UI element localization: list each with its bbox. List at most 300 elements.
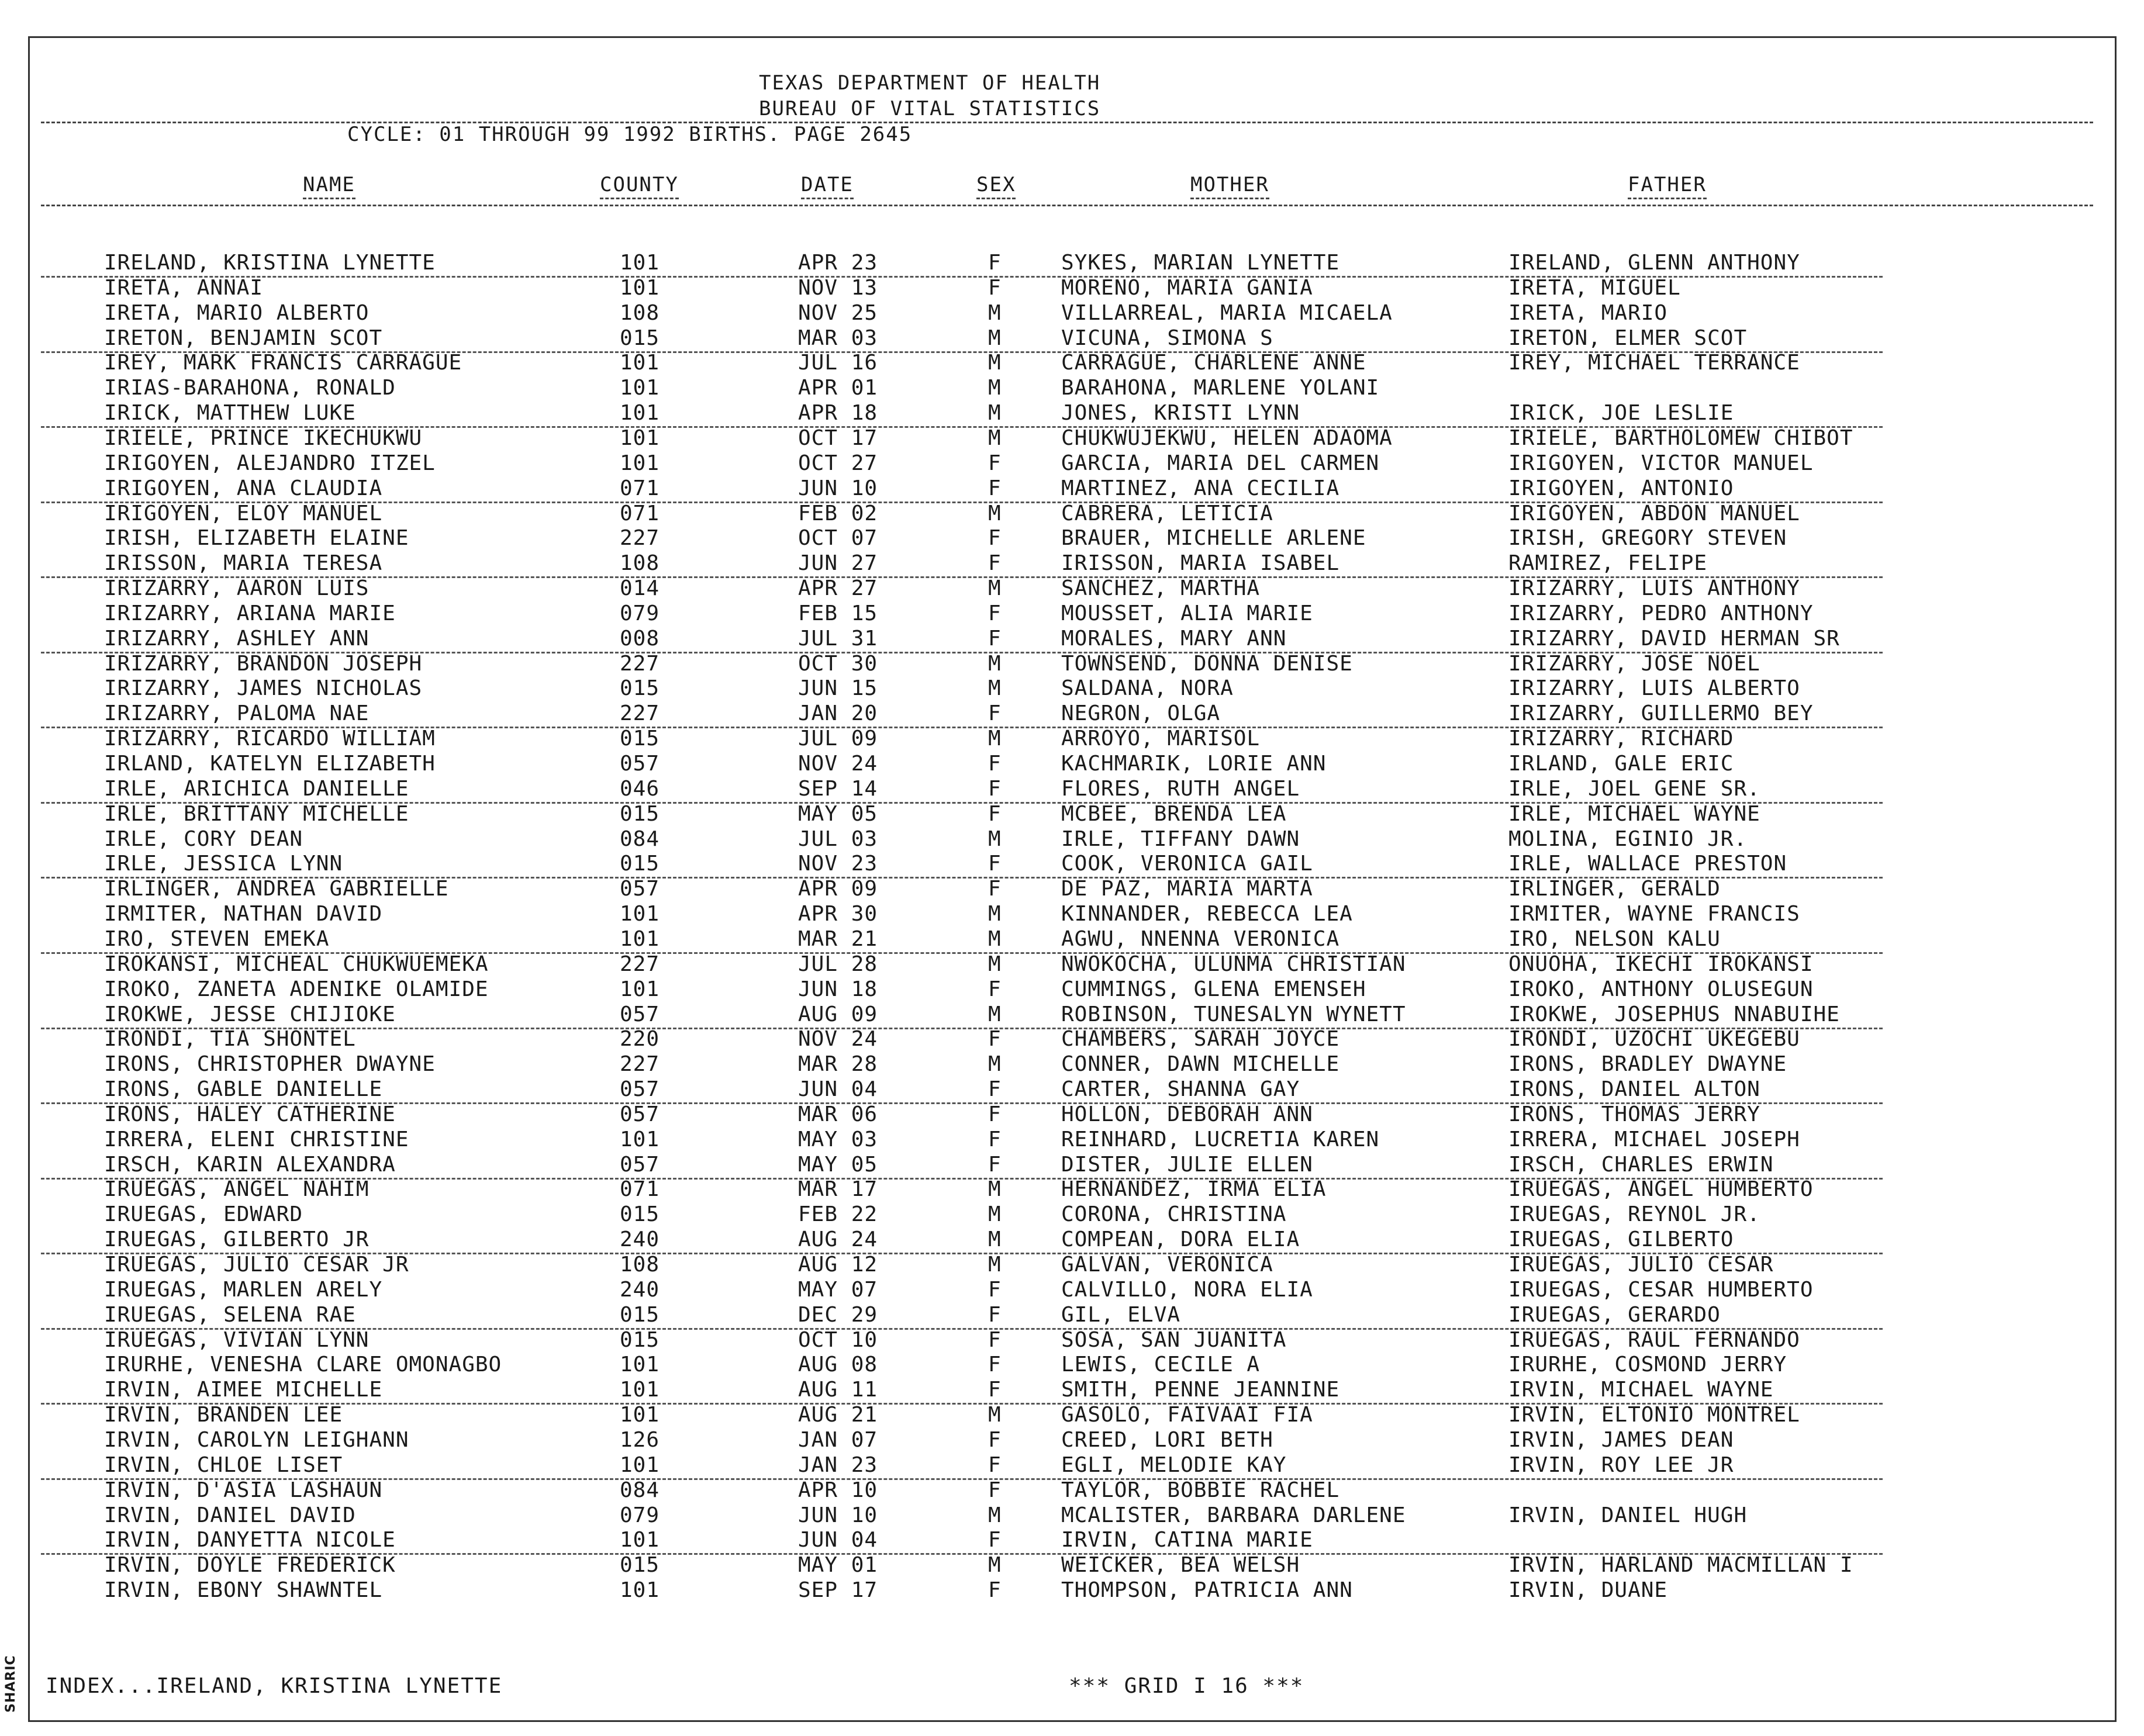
record-county: 084 [620, 826, 660, 851]
record-date: SEP 14 [798, 776, 878, 801]
record-sex: M [988, 902, 1002, 926]
record-father: IRIZARRY, LUIS ALBERTO [1508, 676, 1800, 701]
col-header-county-text: COUNTY [600, 173, 679, 199]
record-name: IRUEGAS, ANGEL NAHIM [104, 1177, 370, 1202]
record-date: FEB 15 [798, 601, 878, 625]
record-father: IRETA, MIGUEL [1508, 275, 1681, 300]
footer-index: INDEX...IRELAND, KRISTINA LYNETTE [46, 1674, 503, 1698]
record-sex: M [988, 426, 1002, 450]
record-county: 101 [620, 977, 660, 1001]
record-row [0, 452, 2144, 476]
record-mother: CHAMBERS, SARAH JOYCE [1061, 1027, 1340, 1052]
record-mother: CHUKWUJEKWU, HELEN ADAOMA [1061, 426, 1393, 450]
record-date: AUG 21 [798, 1403, 878, 1427]
col-header-county [600, 173, 679, 196]
record-row [0, 327, 2144, 351]
record-father: IRLINGER, GERALD [1508, 877, 1721, 901]
record-county: 101 [620, 401, 660, 426]
record-name: IROKANSI, MICHEAL CHUKWUEMEKA [104, 952, 489, 976]
record-mother: VILLARREAL, MARIA MICAELA [1061, 300, 1393, 325]
record-mother: DISTER, JULIE ELLEN [1061, 1152, 1313, 1177]
record-row [0, 902, 2144, 927]
record-name: IRIZARRY, ARIANA MARIE [104, 601, 396, 625]
record-sex: M [988, 1227, 1002, 1252]
record-name: IRURHE, VENESHA CLARE OMONAGBO [104, 1353, 502, 1377]
record-county: 057 [620, 1002, 660, 1026]
record-sex: F [988, 801, 1002, 826]
record-row [0, 953, 2144, 977]
record-row [0, 677, 2144, 701]
record-mother: BRAUER, MICHELLE ARLENE [1061, 526, 1366, 551]
record-name: IRSCH, KARIN ALEXANDRA [104, 1152, 396, 1177]
record-sex: F [988, 626, 1002, 651]
record-date: APR 18 [798, 401, 878, 426]
record-mother: ROBINSON, TUNESALYN WYNETT [1061, 1002, 1406, 1026]
record-mother: COOK, VERONICA GAIL [1061, 852, 1313, 876]
record-date: AUG 08 [798, 1353, 878, 1377]
record-mother: KACHMARIK, LORIE ANN [1061, 752, 1327, 776]
record-row [0, 276, 2144, 301]
record-county: 008 [620, 626, 660, 651]
record-father: IRETON, ELMER SCOT [1508, 326, 1748, 350]
record-father: IRIGOYEN, VICTOR MANUEL [1508, 451, 1814, 475]
record-father: IRVIN, HARLAND MACMILLAN I [1508, 1553, 1853, 1578]
record-name: IRONS, HALEY CATHERINE [104, 1102, 396, 1126]
record-sex: F [988, 977, 1002, 1001]
record-sex: F [988, 601, 1002, 625]
record-county: 046 [620, 776, 660, 801]
record-sex: F [988, 1152, 1002, 1177]
record-father: IRVIN, DANIEL HUGH [1508, 1503, 1748, 1527]
record-mother: CARRAGUE, CHARLENE ANNE [1061, 351, 1366, 375]
record-name: IRICK, MATTHEW LUKE [104, 401, 356, 426]
record-date: APR 10 [798, 1478, 878, 1502]
record-county: 071 [620, 1177, 660, 1202]
record-date: JAN 23 [798, 1453, 878, 1477]
record-mother: EGLI, MELODIE KAY [1061, 1453, 1287, 1477]
record-row [0, 1353, 2144, 1378]
record-mother: SANCHEZ, MARTHA [1061, 576, 1261, 601]
record-row [0, 502, 2144, 527]
record-father: IRUEGAS, CESAR HUMBERTO [1508, 1277, 1814, 1302]
record-date: APR 23 [798, 251, 878, 275]
record-father: IRUEGAS, JULIO CESAR [1508, 1253, 1774, 1277]
record-county: 057 [620, 1077, 660, 1102]
record-county: 101 [620, 926, 660, 951]
record-mother: IRVIN, CATINA MARIE [1061, 1528, 1313, 1552]
record-county: 014 [620, 576, 660, 601]
record-sex: F [988, 776, 1002, 801]
record-father: IROKWE, JOSEPHUS NNABUIHE [1508, 1002, 1840, 1026]
record-county: 220 [620, 1027, 660, 1052]
record-county: 240 [620, 1227, 660, 1252]
col-header-sex-text: SEX [976, 173, 1016, 199]
record-date: APR 09 [798, 877, 878, 901]
record-row [0, 1053, 2144, 1077]
header-subtitle: BUREAU OF VITAL STATISTICS [759, 97, 1101, 120]
record-father: IRUEGAS, RAUL FERNANDO [1508, 1327, 1800, 1352]
record-sex: F [988, 526, 1002, 551]
record-mother: NEGRON, OLGA [1061, 701, 1221, 726]
record-sex: M [988, 952, 1002, 976]
record-date: MAY 05 [798, 1152, 878, 1177]
record-sex: F [988, 451, 1002, 475]
record-mother: CREED, LORI BETH [1061, 1427, 1273, 1452]
record-name: IRUEGAS, EDWARD [104, 1202, 303, 1227]
record-name: IRIELE, PRINCE IKECHUKWU [104, 426, 423, 450]
record-row [0, 752, 2144, 777]
record-sex: F [988, 877, 1002, 901]
col-header-name [303, 173, 355, 196]
record-father: IRURHE, COSMOND JERRY [1508, 1353, 1787, 1377]
record-county: 101 [620, 1353, 660, 1377]
record-mother: LEWIS, CECILE A [1061, 1353, 1261, 1377]
record-date: OCT 17 [798, 426, 878, 450]
record-name: IRVIN, CHLOE LISET [104, 1453, 343, 1477]
record-sex: F [988, 701, 1002, 726]
record-sex: M [988, 1177, 1002, 1202]
record-father: IRIELE, BARTHOLOMEW CHIBOT [1508, 426, 1853, 450]
record-row [0, 877, 2144, 902]
record-county: 057 [620, 1102, 660, 1126]
record-father: IRELAND, GLENN ANTHONY [1508, 251, 1800, 275]
record-row [0, 1454, 2144, 1478]
record-name: IRISH, ELIZABETH ELAINE [104, 526, 409, 551]
record-name: IRUEGAS, GILBERTO JR [104, 1227, 370, 1252]
record-sex: F [988, 1027, 1002, 1052]
record-sex: F [988, 275, 1002, 300]
record-date: MAY 07 [798, 1277, 878, 1302]
record-name: IRETA, MARIO ALBERTO [104, 300, 370, 325]
record-row [0, 1403, 2144, 1428]
record-sex: F [988, 1578, 1002, 1603]
record-father: IRUEGAS, GILBERTO [1508, 1227, 1734, 1252]
record-date: JAN 20 [798, 701, 878, 726]
record-date: APR 27 [798, 576, 878, 601]
record-father: IRUEGAS, GERARDO [1508, 1302, 1721, 1327]
record-father: MOLINA, EGINIO JR. [1508, 826, 1748, 851]
record-father: IRIZARRY, PEDRO ANTHONY [1508, 601, 1814, 625]
record-name: IRETA, ANNAI [104, 275, 264, 300]
record-mother: IRLE, TIFFANY DAWN [1061, 826, 1300, 851]
record-name: IRVIN, D'ASIA LASHAUN [104, 1478, 383, 1502]
record-sex: F [988, 551, 1002, 576]
record-date: DEC 29 [798, 1302, 878, 1327]
record-date: JUN 04 [798, 1528, 878, 1552]
record-name: IROKO, ZANETA ADENIKE OLAMIDE [104, 977, 489, 1001]
record-mother: KINNANDER, REBECCA LEA [1061, 902, 1353, 926]
record-sex: M [988, 576, 1002, 601]
record-name: IRLE, ARICHICA DANIELLE [104, 776, 409, 801]
record-row [0, 1579, 2144, 1603]
record-name: IRVIN, CAROLYN LEIGHANN [104, 1427, 409, 1452]
record-row [0, 1528, 2144, 1553]
record-father: IREY, MICHAEL TERRANCE [1508, 351, 1800, 375]
record-father: IRVIN, MICHAEL WAYNE [1508, 1378, 1774, 1402]
record-name: IRLE, CORY DEAN [104, 826, 303, 851]
record-father: IRONS, THOMAS JERRY [1508, 1102, 1760, 1126]
record-county: 227 [620, 952, 660, 976]
record-sex: F [988, 1453, 1002, 1477]
record-date: NOV 13 [798, 275, 878, 300]
record-name: IRIGOYEN, ANA CLAUDIA [104, 476, 383, 500]
record-name: IRLAND, KATELYN ELIZABETH [104, 752, 436, 776]
record-father: IRLE, JOEL GENE SR. [1508, 776, 1760, 801]
record-mother: MCBEE, BRENDA LEA [1061, 801, 1287, 826]
record-father: IRIGOYEN, ABDON MANUEL [1508, 501, 1800, 525]
record-sex: M [988, 727, 1002, 751]
record-row [0, 1378, 2144, 1403]
record-name: IRUEGAS, JULIO CESAR JR [104, 1253, 409, 1277]
record-mother: REINHARD, LUCRETIA KAREN [1061, 1127, 1380, 1151]
record-father: IRONS, DANIEL ALTON [1508, 1077, 1760, 1102]
record-row [0, 1003, 2144, 1028]
record-sex: M [988, 1403, 1002, 1427]
record-county: 101 [620, 1528, 660, 1552]
record-sex: M [988, 1002, 1002, 1026]
record-father: IRVIN, JAMES DEAN [1508, 1427, 1734, 1452]
record-date: MAY 01 [798, 1553, 878, 1578]
record-sex: F [988, 1302, 1002, 1327]
record-date: JUN 27 [798, 551, 878, 576]
record-mother: COMPEAN, DORA ELIA [1061, 1227, 1300, 1252]
record-county: 101 [620, 1403, 660, 1427]
record-date: MAR 03 [798, 326, 878, 350]
record-date: MAY 03 [798, 1127, 878, 1151]
record-name: IRO, STEVEN EMEKA [104, 926, 330, 951]
record-county: 015 [620, 727, 660, 751]
record-date: JUN 18 [798, 977, 878, 1001]
record-county: 101 [620, 251, 660, 275]
record-mother: MOUSSET, ALIA MARIE [1061, 601, 1313, 625]
record-county: 057 [620, 877, 660, 901]
record-name: IREY, MARK FRANCIS CARRAGUE [104, 351, 462, 375]
record-name: IRIZARRY, ASHLEY ANN [104, 626, 370, 651]
record-county: 101 [620, 426, 660, 450]
record-date: NOV 25 [798, 300, 878, 325]
col-header-mother [1190, 173, 1269, 196]
record-name: IRVIN, DOYLE FREDERICK [104, 1553, 396, 1578]
record-mother: GALVAN, VERONICA [1061, 1253, 1273, 1277]
record-mother: HERNANDEZ, IRMA ELIA [1061, 1177, 1327, 1202]
record-county: 015 [620, 1553, 660, 1578]
record-name: IRUEGAS, SELENA RAE [104, 1302, 356, 1327]
record-father: IRO, NELSON KALU [1508, 926, 1721, 951]
record-mother: JONES, KRISTI LYNN [1061, 401, 1300, 426]
record-sex: F [988, 1327, 1002, 1352]
record-mother: CALVILLO, NORA ELIA [1061, 1277, 1313, 1302]
record-sex: F [988, 1277, 1002, 1302]
record-row [0, 1329, 2144, 1353]
record-county: 101 [620, 1378, 660, 1402]
record-row [0, 1554, 2144, 1578]
record-date: MAR 17 [798, 1177, 878, 1202]
record-father: IRONS, BRADLEY DWAYNE [1508, 1052, 1787, 1077]
record-row [0, 1178, 2144, 1202]
record-mother: SOSA, SAN JUANITA [1061, 1327, 1287, 1352]
record-county: 227 [620, 651, 660, 676]
record-row [0, 702, 2144, 727]
record-name: IRVIN, BRANDEN LEE [104, 1403, 343, 1427]
record-date: JUN 10 [798, 476, 878, 500]
record-father: RAMIREZ, FELIPE [1508, 551, 1708, 576]
record-father: IRIZARRY, GUILLERMO BEY [1508, 701, 1814, 726]
record-mother: CABRERA, LETICIA [1061, 501, 1273, 525]
record-row [0, 251, 2144, 276]
record-row [0, 978, 2144, 1002]
record-date: JUN 04 [798, 1077, 878, 1102]
record-sex: M [988, 401, 1002, 426]
column-header-rule [41, 205, 2093, 206]
record-father: IRIZARRY, LUIS ANTHONY [1508, 576, 1800, 601]
record-father: IRSCH, CHARLES ERWIN [1508, 1152, 1774, 1177]
record-father: IRVIN, ROY LEE JR [1508, 1453, 1734, 1477]
record-county: 101 [620, 902, 660, 926]
record-mother: CORONA, CHRISTINA [1061, 1202, 1287, 1227]
record-mother: VICUNA, SIMONA S [1061, 326, 1273, 350]
col-header-sex [976, 173, 1016, 196]
record-sex: M [988, 376, 1002, 400]
record-sex: F [988, 1378, 1002, 1402]
record-father: IRRERA, MICHAEL JOSEPH [1508, 1127, 1800, 1151]
record-row [0, 1303, 2144, 1328]
record-name: IRRERA, ELENI CHRISTINE [104, 1127, 409, 1151]
record-name: IRLE, BRITTANY MICHELLE [104, 801, 409, 826]
record-date: OCT 30 [798, 651, 878, 676]
record-father: IRIGOYEN, ANTONIO [1508, 476, 1734, 500]
record-date: MAR 21 [798, 926, 878, 951]
record-date: FEB 02 [798, 501, 878, 525]
record-date: OCT 27 [798, 451, 878, 475]
record-sex: F [988, 1528, 1002, 1552]
record-date: AUG 24 [798, 1227, 878, 1252]
record-date: SEP 17 [798, 1578, 878, 1603]
record-row [0, 627, 2144, 652]
record-mother: MARTINEZ, ANA CECILIA [1061, 476, 1340, 500]
record-date: APR 01 [798, 376, 878, 400]
record-name: IRONDI, TIA SHONTEL [104, 1027, 356, 1052]
record-date: AUG 12 [798, 1253, 878, 1277]
record-row [0, 777, 2144, 802]
record-name: IRONS, GABLE DANIELLE [104, 1077, 383, 1102]
record-county: 108 [620, 1253, 660, 1277]
record-county: 101 [620, 451, 660, 475]
record-father: IRISH, GREGORY STEVEN [1508, 526, 1787, 551]
record-date: JUL 03 [798, 826, 878, 851]
record-row [0, 527, 2144, 551]
record-date: NOV 24 [798, 1027, 878, 1052]
header-title: TEXAS DEPARTMENT OF HEALTH [759, 71, 1101, 95]
record-mother: SYKES, MARIAN LYNETTE [1061, 251, 1340, 275]
record-row [0, 552, 2144, 576]
record-date: JUN 15 [798, 676, 878, 701]
record-name: IRISSON, MARIA TERESA [104, 551, 383, 576]
record-name: IRIGOYEN, ELOY MANUEL [104, 501, 383, 525]
record-name: IRIGOYEN, ALEJANDRO ITZEL [104, 451, 436, 475]
record-row [0, 1203, 2144, 1227]
record-county: 101 [620, 1127, 660, 1151]
record-name: IRVIN, DANYETTA NICOLE [104, 1528, 396, 1552]
side-label-text: SHARIC [4, 1655, 18, 1713]
record-father: IRLE, MICHAEL WAYNE [1508, 801, 1760, 826]
record-row [0, 1228, 2144, 1253]
record-mother: SALDANA, NORA [1061, 676, 1234, 701]
record-sex: M [988, 1253, 1002, 1277]
record-name: IRUEGAS, VIVIAN LYNN [104, 1327, 370, 1352]
record-county: 079 [620, 1503, 660, 1527]
record-name: IRVIN, EBONY SHAWNTEL [104, 1578, 383, 1603]
record-date: JUL 28 [798, 952, 878, 976]
record-father: IRIZARRY, JOSE NOEL [1508, 651, 1760, 676]
record-mother: CUMMINGS, GLENA EMENSEH [1061, 977, 1366, 1001]
record-sex: M [988, 351, 1002, 375]
record-date: MAR 06 [798, 1102, 878, 1126]
record-mother: WEICKER, BEA WELSH [1061, 1553, 1300, 1578]
record-row [0, 1078, 2144, 1102]
record-row [0, 402, 2144, 426]
col-header-mother-text: MOTHER [1190, 173, 1269, 199]
record-mother: SMITH, PENNE JEANNINE [1061, 1378, 1340, 1402]
record-row [0, 727, 2144, 752]
record-sex: F [988, 1427, 1002, 1452]
record-row [0, 602, 2144, 627]
record-name: IRIZARRY, RICARDO WILLIAM [104, 727, 436, 751]
record-row [0, 577, 2144, 601]
record-row [0, 376, 2144, 401]
record-name: IRIZARRY, BRANDON JOSEPH [104, 651, 423, 676]
record-county: 057 [620, 1152, 660, 1177]
record-county: 057 [620, 752, 660, 776]
record-row [0, 302, 2144, 326]
record-county: 071 [620, 501, 660, 525]
col-header-father [1628, 173, 1707, 196]
record-county: 108 [620, 551, 660, 576]
header-cycle: CYCLE: 01 THROUGH 99 1992 BIRTHS. PAGE 2645 [347, 123, 913, 146]
record-name: IRIZARRY, PALOMA NAE [104, 701, 370, 726]
record-county: 101 [620, 351, 660, 375]
record-date: JAN 07 [798, 1427, 878, 1452]
record-date: JUN 10 [798, 1503, 878, 1527]
record-name: IRMITER, NATHAN DAVID [104, 902, 383, 926]
record-mother: AGWU, NNENNA VERONICA [1061, 926, 1340, 951]
record-name: IRVIN, DANIEL DAVID [104, 1503, 356, 1527]
record-sex: F [988, 752, 1002, 776]
record-sex: M [988, 326, 1002, 350]
record-date: AUG 09 [798, 1002, 878, 1026]
record-father: IRVIN, ELTONIO MONTREL [1508, 1403, 1800, 1427]
record-county: 079 [620, 601, 660, 625]
record-row [0, 427, 2144, 451]
record-sex: F [988, 1127, 1002, 1151]
record-sex: M [988, 826, 1002, 851]
record-date: OCT 10 [798, 1327, 878, 1352]
record-county: 084 [620, 1478, 660, 1502]
record-mother: GASOLO, FAIVAAI FIA [1061, 1403, 1313, 1427]
footer-grid: *** GRID I 16 *** [1069, 1674, 1304, 1698]
record-sex: F [988, 1478, 1002, 1502]
record-row [0, 1479, 2144, 1503]
record-sex: M [988, 676, 1002, 701]
record-row [0, 828, 2144, 852]
record-sex: M [988, 1202, 1002, 1227]
record-mother: GIL, ELVA [1061, 1302, 1181, 1327]
record-row [0, 1103, 2144, 1128]
record-father: IRONDI, UZOCHI UKEGEBU [1508, 1027, 1800, 1052]
record-sex: F [988, 1102, 1002, 1126]
record-father: IROKO, ANTHONY OLUSEGUN [1508, 977, 1814, 1001]
record-county: 227 [620, 1052, 660, 1077]
record-mother: IRISSON, MARIA ISABEL [1061, 551, 1340, 576]
